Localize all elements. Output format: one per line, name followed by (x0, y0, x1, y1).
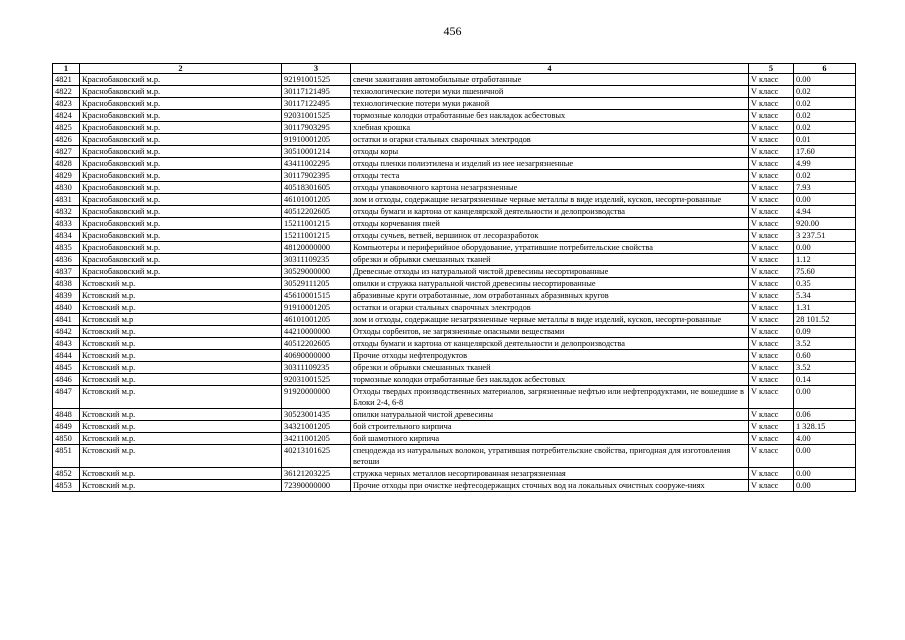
waste-description: Прочие отходы нефтепродуктов (351, 350, 749, 362)
district-name: Кстовский м.р. (80, 468, 282, 480)
hazard-class: V класс (749, 110, 794, 122)
waste-description: Прочие отходы при очистке нефтесодержащих сточных вод на локальных очистных сооруже-ниях (351, 480, 749, 492)
row-number: 4834 (53, 230, 80, 242)
waste-description: отходы корчевания пней (351, 218, 749, 230)
table-row (53, 290, 856, 302)
waste-code: 34321001205 (282, 421, 351, 433)
waste-description: остатки и огарки стальных сварочных электродов (351, 302, 749, 314)
waste-code: 91920000000 (282, 386, 351, 409)
waste-amount: 0.35 (794, 278, 856, 290)
hazard-class: V класс (749, 134, 794, 146)
waste-description: тормозные колодки отработанные без накладок асбестовых (351, 110, 749, 122)
district-name: Кстовский м.р. (80, 374, 282, 386)
waste-amount: 0.00 (794, 480, 856, 492)
row-number: 4825 (53, 122, 80, 134)
waste-code: 40512202605 (282, 206, 351, 218)
row-number: 4832 (53, 206, 80, 218)
row-number: 4826 (53, 134, 80, 146)
district-name: Краснобаковский м.р. (80, 86, 282, 98)
waste-amount: 4.99 (794, 158, 856, 170)
waste-description: абразивные круги отработанные, лом отработанных абразивных кругов (351, 290, 749, 302)
table-row (53, 362, 856, 374)
waste-code: 30510001214 (282, 146, 351, 158)
hazard-class: V класс (749, 98, 794, 110)
hazard-class: V класс (749, 254, 794, 266)
waste-description: отходы бумаги и картона от канцелярской деятельности и делопроизводства (351, 338, 749, 350)
waste-amount: 1.31 (794, 302, 856, 314)
waste-code: 34211001205 (282, 433, 351, 445)
waste-description: обрезки и обрывки смешанных тканей (351, 362, 749, 374)
district-name: Кстовский м.р. (80, 386, 282, 409)
waste-amount: 0.06 (794, 409, 856, 421)
table-row (53, 326, 856, 338)
hazard-class: V класс (749, 409, 794, 421)
table-row (53, 242, 856, 254)
waste-amount: 0.02 (794, 122, 856, 134)
district-name: Кстовский м.р. (80, 445, 282, 468)
table-row (53, 374, 856, 386)
waste-description: отходы бумаги и картона от канцелярской деятельности и делопроизводства (351, 206, 749, 218)
waste-amount: 0.00 (794, 386, 856, 409)
table-row (53, 146, 856, 158)
hazard-class: V класс (749, 350, 794, 362)
hazard-class: V класс (749, 421, 794, 433)
row-number: 4831 (53, 194, 80, 206)
district-name: Краснобаковский м.р. (80, 74, 282, 86)
district-name: Кстовский м.р. (80, 302, 282, 314)
district-name: Краснобаковский м.р. (80, 98, 282, 110)
waste-code: 30529000000 (282, 266, 351, 278)
waste-amount: 920.00 (794, 218, 856, 230)
hazard-class: V класс (749, 374, 794, 386)
row-number: 4840 (53, 302, 80, 314)
district-name: Кстовский м.р (80, 314, 282, 326)
waste-amount: 0.00 (794, 242, 856, 254)
waste-code: 92031001525 (282, 374, 351, 386)
table-row (53, 421, 856, 433)
district-name: Краснобаковский м.р. (80, 242, 282, 254)
waste-amount: 75.60 (794, 266, 856, 278)
waste-description: бой строительного кирпича (351, 421, 749, 433)
district-name: Краснобаковский м.р. (80, 134, 282, 146)
hazard-class: V класс (749, 74, 794, 86)
waste-description: тормозные колодки отработанные без накладок асбестовых (351, 374, 749, 386)
table-row (53, 98, 856, 110)
row-number: 4848 (53, 409, 80, 421)
waste-code: 30117122495 (282, 98, 351, 110)
waste-code: 44210000000 (282, 326, 351, 338)
row-number: 4828 (53, 158, 80, 170)
column-header: 3 (282, 64, 351, 74)
waste-amount: 7.93 (794, 182, 856, 194)
waste-description: бой шамотного кирпича (351, 433, 749, 445)
district-name: Кстовский м.р. (80, 433, 282, 445)
hazard-class: V класс (749, 278, 794, 290)
hazard-class: V класс (749, 386, 794, 409)
waste-code: 91910001205 (282, 134, 351, 146)
waste-description: опилки и стружка натуральной чистой древесины несортированные (351, 278, 749, 290)
hazard-class: V класс (749, 170, 794, 182)
waste-amount: 0.14 (794, 374, 856, 386)
table-row (53, 350, 856, 362)
district-name: Краснобаковский м.р. (80, 110, 282, 122)
waste-amount: 3.52 (794, 338, 856, 350)
waste-code: 92031001525 (282, 110, 351, 122)
waste-amount: 0.00 (794, 468, 856, 480)
district-name: Краснобаковский м.р. (80, 146, 282, 158)
waste-code: 30529111205 (282, 278, 351, 290)
hazard-class: V класс (749, 86, 794, 98)
district-name: Краснобаковский м.р. (80, 122, 282, 134)
district-name: Кстовский м.р. (80, 326, 282, 338)
waste-code: 30117902395 (282, 170, 351, 182)
hazard-class: V класс (749, 314, 794, 326)
row-number: 4851 (53, 445, 80, 468)
waste-code: 40518301605 (282, 182, 351, 194)
district-name: Краснобаковский м.р. (80, 230, 282, 242)
waste-amount: 0.01 (794, 134, 856, 146)
waste-code: 15211001215 (282, 218, 351, 230)
district-name: Кстовский м.р. (80, 409, 282, 421)
table-row (53, 409, 856, 421)
hazard-class: V класс (749, 468, 794, 480)
row-number: 4822 (53, 86, 80, 98)
row-number: 4830 (53, 182, 80, 194)
hazard-class: V класс (749, 302, 794, 314)
row-number: 4841 (53, 314, 80, 326)
waste-code: 43411002295 (282, 158, 351, 170)
waste-description: обрезки и обрывки смешанных тканей (351, 254, 749, 266)
district-name: Краснобаковский м.р. (80, 254, 282, 266)
table-row (53, 86, 856, 98)
row-number: 4835 (53, 242, 80, 254)
waste-amount: 0.02 (794, 98, 856, 110)
waste-description: остатки и огарки стальных сварочных электродов (351, 134, 749, 146)
waste-description: лом и отходы, содержащие незагрязненные черные металлы в виде изделий, кусков, несорти-рованные (351, 314, 749, 326)
waste-code: 40690000000 (282, 350, 351, 362)
page-number: 456 (443, 24, 462, 38)
row-number: 4853 (53, 480, 80, 492)
row-number: 4838 (53, 278, 80, 290)
row-number: 4824 (53, 110, 80, 122)
table-row (53, 170, 856, 182)
waste-code: 30117121495 (282, 86, 351, 98)
hazard-class: V класс (749, 480, 794, 492)
row-number: 4843 (53, 338, 80, 350)
row-number: 4833 (53, 218, 80, 230)
waste-amount: 0.60 (794, 350, 856, 362)
hazard-class: V класс (749, 445, 794, 468)
table-row (53, 266, 856, 278)
row-number: 4842 (53, 326, 80, 338)
district-name: Краснобаковский м.р. (80, 182, 282, 194)
row-number: 4845 (53, 362, 80, 374)
table-row (53, 122, 856, 134)
table-row (53, 278, 856, 290)
district-name: Кстовский м.р. (80, 362, 282, 374)
waste-description: отходы пленки полиэтилена и изделий из нее незагрязненные (351, 158, 749, 170)
table-row (53, 254, 856, 266)
waste-description: отходы теста (351, 170, 749, 182)
table-row (53, 110, 856, 122)
row-number: 4836 (53, 254, 80, 266)
district-name: Кстовский м.р. (80, 350, 282, 362)
hazard-class: V класс (749, 206, 794, 218)
column-header: 5 (749, 64, 794, 74)
waste-code: 30311109235 (282, 362, 351, 374)
district-name: Кстовский м.р. (80, 421, 282, 433)
waste-amount: 0.02 (794, 86, 856, 98)
table-row (53, 314, 856, 326)
table-row (53, 468, 856, 480)
waste-description: отходы упаковочного картона незагрязненные (351, 182, 749, 194)
row-number: 4821 (53, 74, 80, 86)
waste-code: 36121203225 (282, 468, 351, 480)
waste-amount: 0.00 (794, 194, 856, 206)
waste-amount: 0.00 (794, 74, 856, 86)
waste-code: 72390000000 (282, 480, 351, 492)
waste-code: 92191001525 (282, 74, 351, 86)
hazard-class: V класс (749, 122, 794, 134)
column-header: 4 (351, 64, 749, 74)
waste-description: отходы сучьев, ветвей, вершинок от лесоразработок (351, 230, 749, 242)
waste-description: Отходы твердых производственных материалов, загрязненные нефтью или нефтепродуктами, не вошедшие в Блоки 2-4, 6-8 (351, 386, 749, 409)
column-number-row (53, 64, 856, 74)
waste-amount: 4.94 (794, 206, 856, 218)
waste-amount: 1.12 (794, 254, 856, 266)
waste-code: 40512202605 (282, 338, 351, 350)
waste-description: лом и отходы, содержащие незагрязненные черные металлы в виде изделий, кусков, несорти-рованные (351, 194, 749, 206)
district-name: Краснобаковский м.р. (80, 194, 282, 206)
waste-description: Компьютеры и периферийное оборудование, утратившие потребительские свойства (351, 242, 749, 254)
column-header: 2 (80, 64, 282, 74)
row-number: 4852 (53, 468, 80, 480)
district-name: Краснобаковский м.р. (80, 218, 282, 230)
hazard-class: V класс (749, 242, 794, 254)
hazard-class: V класс (749, 230, 794, 242)
column-header: 1 (53, 64, 80, 74)
hazard-class: V класс (749, 362, 794, 374)
table-row (53, 445, 856, 468)
hazard-class: V класс (749, 146, 794, 158)
table-row (53, 158, 856, 170)
waste-amount: 3 237.51 (794, 230, 856, 242)
waste-code: 15211001215 (282, 230, 351, 242)
column-header: 6 (794, 64, 856, 74)
waste-amount: 0.00 (794, 445, 856, 468)
waste-code: 40213101625 (282, 445, 351, 468)
district-name: Краснобаковский м.р. (80, 206, 282, 218)
district-name: Краснобаковский м.р. (80, 266, 282, 278)
waste-description: стружка черных металлов несортированная незагрязненная (351, 468, 749, 480)
district-name: Краснобаковский м.р. (80, 170, 282, 182)
waste-amount: 0.02 (794, 170, 856, 182)
waste-description: отходы коры (351, 146, 749, 158)
hazard-class: V класс (749, 218, 794, 230)
hazard-class: V класс (749, 433, 794, 445)
hazard-class: V класс (749, 194, 794, 206)
waste-amount: 5.34 (794, 290, 856, 302)
waste-amount: 0.02 (794, 110, 856, 122)
row-number: 4827 (53, 146, 80, 158)
district-name: Кстовский м.р. (80, 290, 282, 302)
waste-amount: 1 328.15 (794, 421, 856, 433)
waste-description: Древесные отходы из натуральной чистой древесины несортированные (351, 266, 749, 278)
table-row (53, 302, 856, 314)
table-row (53, 480, 856, 492)
waste-amount: 28 101.52 (794, 314, 856, 326)
row-number: 4850 (53, 433, 80, 445)
waste-code: 30117903295 (282, 122, 351, 134)
table-row (53, 74, 856, 86)
table-row (53, 433, 856, 445)
waste-code: 91910001205 (282, 302, 351, 314)
district-name: Краснобаковский м.р. (80, 158, 282, 170)
table-row (53, 194, 856, 206)
row-number: 4829 (53, 170, 80, 182)
hazard-class: V класс (749, 338, 794, 350)
waste-amount: 3.52 (794, 362, 856, 374)
hazard-class: V класс (749, 326, 794, 338)
row-number: 4847 (53, 386, 80, 409)
waste-description: опилки натуральной чистой древесины (351, 409, 749, 421)
table-row (53, 206, 856, 218)
waste-code: 46101001205 (282, 314, 351, 326)
waste-description: спецодежда из натуральных волокон, утратившая потребительские свойства, пригодная для изготовления ветоши (351, 445, 749, 468)
row-number: 4849 (53, 421, 80, 433)
district-name: Кстовский м.р. (80, 278, 282, 290)
hazard-class: V класс (749, 182, 794, 194)
waste-description: свечи зажигания автомобильные отработанные (351, 74, 749, 86)
table-row (53, 134, 856, 146)
row-number: 4823 (53, 98, 80, 110)
hazard-class: V класс (749, 290, 794, 302)
waste-code: 45610001515 (282, 290, 351, 302)
table-row (53, 230, 856, 242)
waste-code: 46101001205 (282, 194, 351, 206)
waste-amount: 17.60 (794, 146, 856, 158)
row-number: 4846 (53, 374, 80, 386)
waste-code: 30311109235 (282, 254, 351, 266)
waste-description: Отходы сорбентов, не загрязненные опасными веществами (351, 326, 749, 338)
row-number: 4844 (53, 350, 80, 362)
waste-register-table (52, 63, 856, 492)
table-row (53, 386, 856, 409)
waste-description: технологические потери муки ржаной (351, 98, 749, 110)
waste-code: 30523001435 (282, 409, 351, 421)
row-number: 4839 (53, 290, 80, 302)
waste-amount: 4.00 (794, 433, 856, 445)
waste-description: технологические потери муки пшеничной (351, 86, 749, 98)
waste-description: хлебная крошка (351, 122, 749, 134)
waste-amount: 0.09 (794, 326, 856, 338)
district-name: Кстовский м.р. (80, 338, 282, 350)
district-name: Кстовский м.р. (80, 480, 282, 492)
table-row (53, 182, 856, 194)
waste-code: 48120000000 (282, 242, 351, 254)
table-row (53, 218, 856, 230)
hazard-class: V класс (749, 266, 794, 278)
table-row (53, 338, 856, 350)
row-number: 4837 (53, 266, 80, 278)
hazard-class: V класс (749, 158, 794, 170)
table-body (53, 74, 856, 492)
